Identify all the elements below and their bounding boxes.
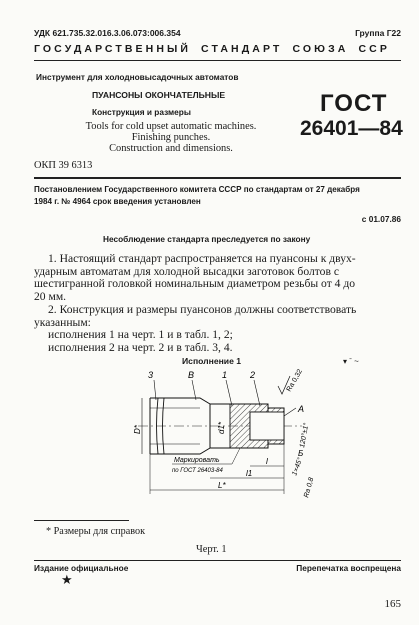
title-category: Инструмент для холодновысадочных автоматов (36, 72, 239, 82)
edition-label: Издание официальное (34, 563, 129, 573)
figure-caption: Черт. 1 (196, 544, 227, 555)
callout-leader (254, 380, 260, 406)
english-title-line: Tools for cold upset automatic machines. (85, 121, 257, 132)
top-right-mark: ▾ ˉ ~ (343, 357, 359, 366)
footnote: * Размеры для справок (46, 526, 146, 537)
dimension-label: L* (218, 481, 226, 490)
callout-leader (284, 408, 296, 416)
callout-number: 3 (148, 370, 154, 380)
footnote-divider (34, 520, 129, 521)
callout-number: В (188, 370, 195, 380)
gost-number: 26401—84 (300, 117, 403, 140)
page-number: 165 (384, 598, 401, 610)
decree-line: 1984 г. № 4964 срок введения установлен (34, 197, 201, 206)
okp-code: ОКП 39 6313 (34, 160, 93, 171)
hex-cavity (250, 412, 284, 440)
dimension-label: l (266, 457, 268, 466)
callout-leader (154, 380, 156, 400)
list-item: исполнения 1 на черт. 1 и в табл. 1, 2; (48, 328, 233, 341)
legal-warning: Несоблюдение стандарта преследуется по закону (103, 234, 311, 244)
variant-list (48, 329, 368, 354)
english-title (76, 121, 266, 155)
chamfer-label: 1×45° (291, 456, 305, 477)
marking-label: по ГОСТ 26403-84 (172, 468, 223, 474)
document-subtitle: Конструкция и размеры (92, 107, 191, 117)
drawing-title: Исполнение 1 (182, 356, 242, 366)
dimension-label: d1* (217, 421, 226, 434)
decree-line: Постановлением Государственного комитета СССР по стандартам от 27 декабря (34, 185, 360, 194)
document-title: ПУАНСОНЫ ОКОНЧАТЕЛЬНЫЕ (92, 90, 226, 100)
list-item: исполнения 2 на черт. 2 и в табл. 3, 4. (48, 340, 233, 354)
marking-leader (232, 448, 240, 464)
paragraph-line: ударным автоматам для холодной высадки заготовок болтов с (34, 264, 339, 278)
group-code: Группа Г22 (355, 28, 401, 38)
roughness-label: Ra 0,32 (285, 368, 304, 393)
paragraph-line: указанным: (34, 315, 91, 329)
gost-label: ГОСТ (320, 90, 388, 117)
english-title-line: Construction and dimensions. (109, 143, 233, 155)
footer-divider (34, 560, 401, 561)
title-divider (34, 177, 401, 179)
paragraph-line: 20 мм. (34, 289, 67, 303)
reprint-notice: Перепечатка воспрещена (296, 563, 401, 573)
paragraph-line: шестигранной головкой номинальным диаметром резьбы от 4 до (34, 277, 356, 291)
dimension-label: D* (133, 425, 142, 434)
marking-label: Маркировать (174, 457, 220, 464)
angle-label: 120°±1° (299, 422, 311, 449)
effective-date: с 01.07.86 (361, 214, 401, 224)
callout-leader (226, 380, 232, 406)
dimension-label: l1 (246, 469, 253, 478)
callout-number: 1 (222, 370, 228, 380)
paragraph-1 (34, 253, 399, 303)
paragraph-line: 2. Конструкция и размеры пуансонов должны соответствовать (48, 303, 357, 316)
roughness-label: Ra 0,8 (303, 476, 316, 499)
section-label: A (298, 404, 305, 414)
udk-code: УДК 621.735.32.016.3.06.073:006.354 (34, 28, 181, 38)
callout-leader (192, 380, 196, 400)
section-label: Б (298, 449, 304, 458)
star-icon: ★ (61, 572, 73, 587)
punch-drawing (100, 368, 340, 508)
paragraph-line: 1. Настоящий стандарт распространяется на пуансоны к двух- (48, 252, 356, 265)
header-divider (34, 60, 401, 61)
standard-banner: ГОСУДАРСТВЕННЫЙ СТАНДАРТ СОЮЗА ССР (34, 43, 390, 55)
english-title-line: Finishing punches. (131, 132, 211, 144)
paragraph-2 (34, 304, 399, 329)
callout-number: 2 (250, 370, 256, 380)
